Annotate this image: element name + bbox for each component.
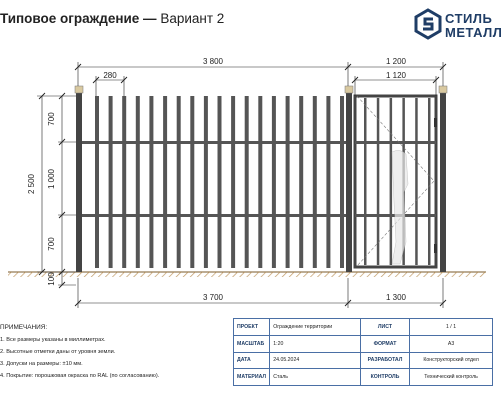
stamp-row — [234, 319, 493, 336]
dim-bottom-gate: 1 300 — [385, 293, 407, 302]
gate-bar — [364, 98, 367, 265]
gate-bar — [377, 98, 380, 265]
stamp-label: ДАТА — [234, 352, 270, 369]
stamp-label: МАТЕРИАЛ — [234, 369, 270, 386]
logo-line-1: СТИЛЬ — [445, 11, 493, 26]
page-title — [0, 11, 224, 26]
dim-seg-bot: 700 — [47, 237, 56, 251]
dim-height-total: 2 500 — [27, 173, 36, 195]
stamp-row — [234, 335, 493, 352]
fence-post-right — [439, 86, 447, 272]
stamp-label: ЛИСТ — [360, 319, 409, 336]
notes-block — [0, 322, 159, 382]
fence-picket — [299, 96, 303, 268]
stamp-row — [234, 352, 493, 369]
dim-ground: 100 — [47, 272, 56, 286]
brand-logo — [412, 4, 502, 46]
stamp-row — [234, 369, 493, 386]
stamp-value: Ограждение территории — [270, 319, 361, 336]
logo-line-2: МЕТАЛЛ — [445, 25, 502, 40]
dim-top-total: 3 800 — [202, 57, 224, 66]
stamp-label: РАЗРАБОТАЛ — [360, 352, 409, 369]
dim-seg-top: 700 — [47, 112, 56, 126]
fence-post-middle — [345, 86, 353, 272]
gate — [355, 96, 437, 267]
fence-picket — [272, 96, 276, 268]
fence-rails — [82, 141, 346, 217]
fence-picket — [163, 96, 167, 268]
title-main: Типовое ограждение — — [0, 11, 157, 26]
note-item: 4. Покрытие: порошковая окраска по RAL (по согласованию). — [0, 373, 160, 379]
fence-picket — [190, 96, 194, 268]
gate-bar — [415, 98, 418, 265]
stamp-value: 1:20 — [270, 335, 361, 352]
fence-picket — [204, 96, 208, 268]
stamp-value: Технический контроль — [410, 369, 493, 386]
dim-bottom-fence: 3 700 — [202, 293, 224, 302]
ground — [8, 272, 486, 277]
note-item: 3. Допуски на размеры: ±10 мм. — [0, 361, 83, 367]
dim-seg-mid: 1 000 — [47, 168, 56, 190]
dim-top-gate: 1 200 — [385, 57, 407, 66]
gate-hinge-bottom — [434, 244, 437, 253]
stamp-label: ПРОЕКТ — [234, 319, 270, 336]
fence-picket — [340, 96, 344, 268]
fence-picket — [136, 96, 140, 268]
fence-picket — [95, 96, 99, 268]
stamp-label: ФОРМАТ — [360, 335, 409, 352]
stamp-value: 1 / 1 — [410, 319, 493, 336]
gate-bar — [390, 98, 393, 265]
gate-bar — [428, 98, 431, 265]
fence-picket — [109, 96, 113, 268]
fence-picket — [122, 96, 126, 268]
stamp-value: А3 — [410, 335, 493, 352]
fence-picket — [258, 96, 262, 268]
fence-picket — [177, 96, 181, 268]
fence-post-left — [75, 86, 83, 272]
fence-picket — [286, 96, 290, 268]
stamp-value: 24.05.2024 — [270, 352, 361, 369]
dim-gate-inner: 1 120 — [385, 71, 407, 80]
fence-picket — [313, 96, 317, 268]
note-item: 2. Высотные отметки даны от уровня земли. — [0, 349, 116, 355]
gate-person-silhouette — [392, 150, 408, 264]
fence-picket — [218, 96, 222, 268]
fence-pickets — [95, 96, 344, 268]
gate-hinge-top — [434, 118, 437, 127]
title-block-stamp — [233, 318, 493, 386]
dimension-ticks — [39, 64, 446, 306]
fence-picket — [231, 96, 235, 268]
title-variant: Вариант 2 — [160, 11, 225, 26]
fence-picket — [149, 96, 153, 268]
fence-picket — [245, 96, 249, 268]
stamp-label: КОНТРОЛЬ — [360, 369, 409, 386]
stamp-value: Конструкторский отдел — [410, 352, 493, 369]
note-item: 1. Все размеры указаны в миллиметрах. — [0, 337, 106, 343]
fence-picket — [326, 96, 330, 268]
logo-s-hexagon-icon — [414, 9, 442, 39]
dim-picket-pitch: 280 — [103, 71, 117, 80]
notes-heading: ПРИМЕЧАНИЯ: — [0, 324, 48, 331]
stamp-label: МАСШТАБ — [234, 335, 270, 352]
stamp-value: Сталь — [270, 369, 361, 386]
